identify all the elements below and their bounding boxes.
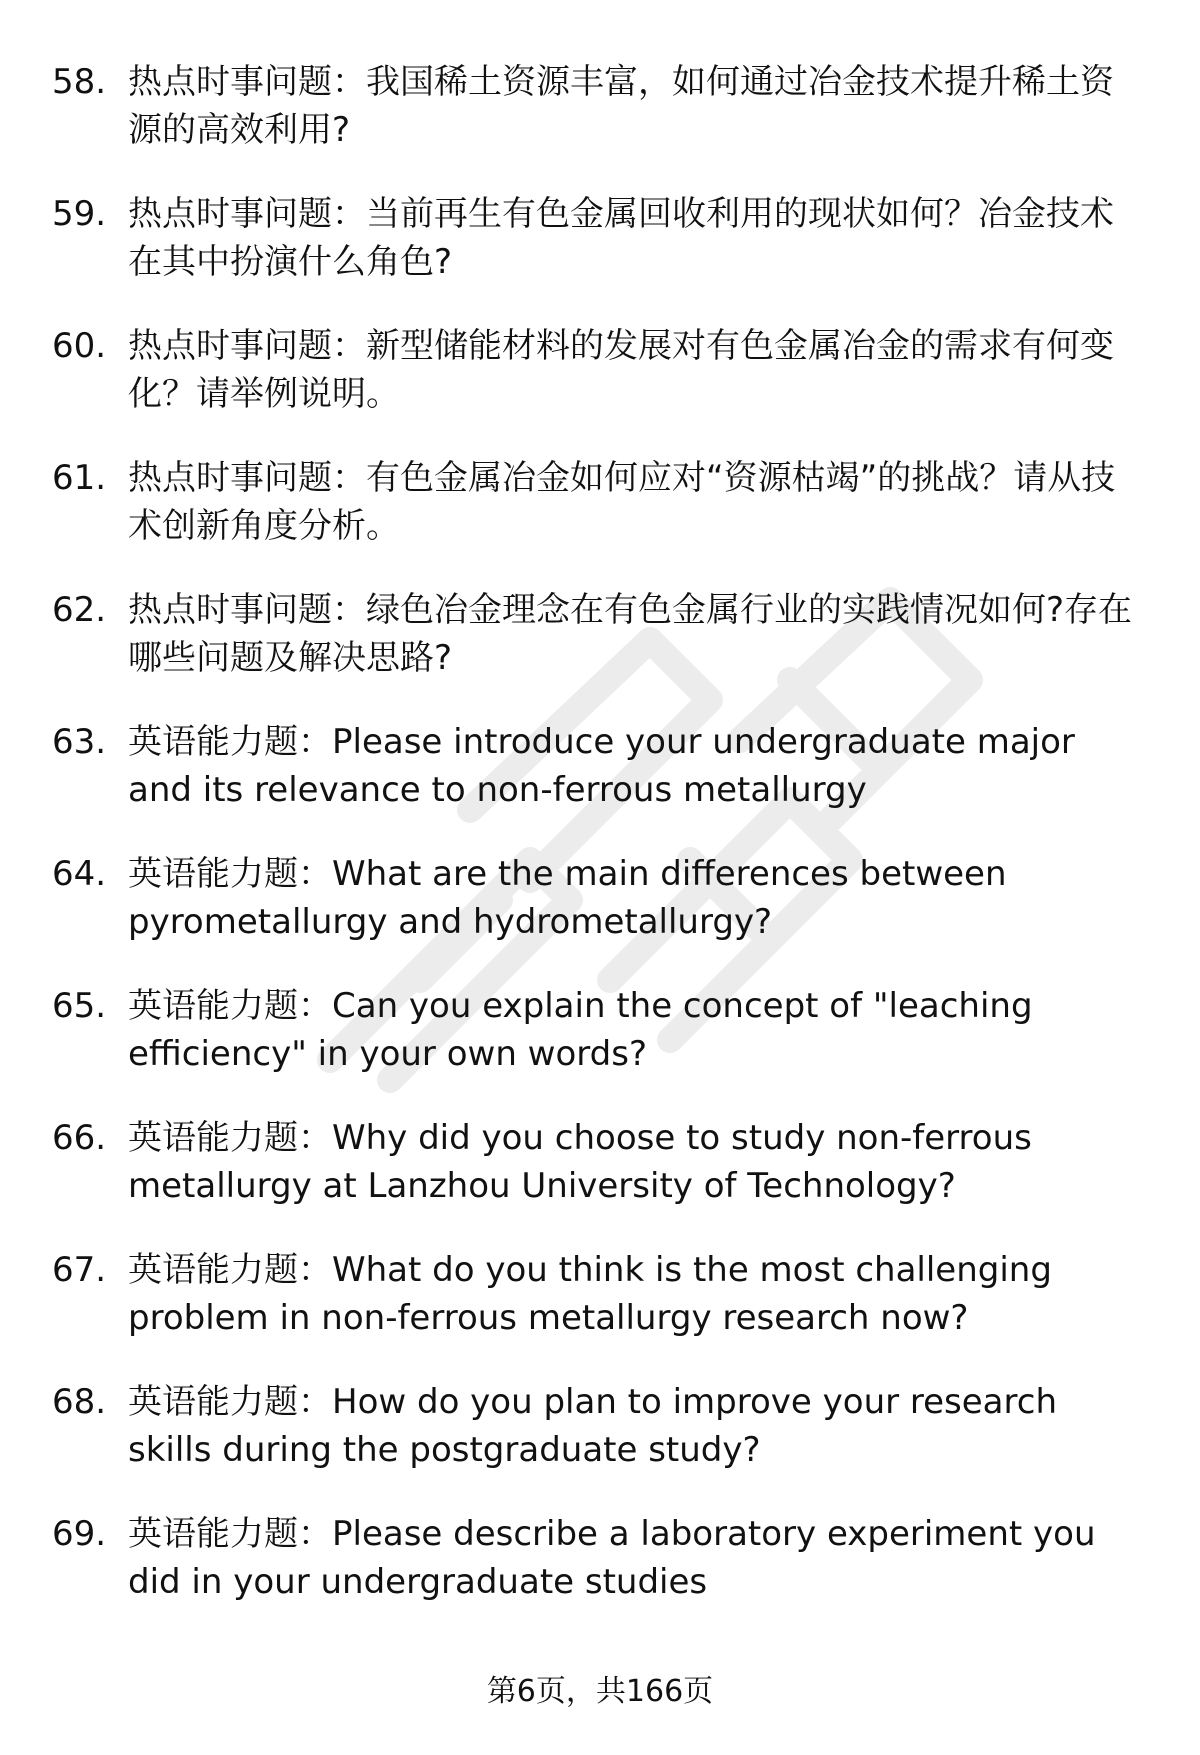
question-text: 热点时事问题：新型储能材料的发展对有色金属冶金的需求有何变化？请举例说明。 bbox=[128, 326, 1114, 414]
question-text: 英语能力题：What are the main differences between pyrometallurgy and hydrometallurgy? bbox=[128, 854, 1007, 942]
question-number: 65. bbox=[52, 986, 107, 1026]
question-item bbox=[52, 322, 1152, 454]
question-item bbox=[52, 586, 1152, 718]
question-text: 热点时事问题：我国稀土资源丰富，如何通过冶金技术提升稀土资源的高效利用? bbox=[128, 62, 1114, 150]
question-text: 英语能力题：Can you explain the concept of "leaching efficiency" in your own words? bbox=[128, 986, 1033, 1074]
question-number: 61. bbox=[52, 458, 107, 498]
question-number: 63. bbox=[52, 722, 107, 762]
question-number: 66. bbox=[52, 1118, 107, 1158]
question-text: 英语能力题：What do you think is the most challenging problem in non-ferrous metallurgy research now? bbox=[128, 1250, 1052, 1338]
question-number: 58. bbox=[52, 62, 107, 102]
question-item bbox=[52, 1510, 1152, 1642]
question-item bbox=[52, 1378, 1152, 1510]
question-number: 69. bbox=[52, 1514, 107, 1554]
question-item bbox=[52, 58, 1152, 190]
question-text: 英语能力题：How do you plan to improve your research skills during the postgraduate study? bbox=[128, 1382, 1057, 1470]
question-number: 62. bbox=[52, 590, 107, 630]
question-item bbox=[52, 718, 1152, 850]
question-item bbox=[52, 850, 1152, 982]
question-item bbox=[52, 454, 1152, 586]
question-text: 英语能力题：Why did you choose to study non-ferrous metallurgy at Lanzhou University of Technology? bbox=[128, 1118, 1032, 1206]
question-text: 热点时事问题：绿色冶金理念在有色金属行业的实践情况如何?存在哪些问题及解决思路? bbox=[128, 590, 1133, 678]
question-text: 热点时事问题：当前再生有色金属回收利用的现状如何？冶金技术在其中扮演什么角色? bbox=[128, 194, 1114, 282]
question-number: 60. bbox=[52, 326, 107, 366]
question-text: 热点时事问题：有色金属冶金如何应对“资源枯竭”的挑战？请从技术创新角度分析。 bbox=[128, 458, 1116, 546]
question-item bbox=[52, 982, 1152, 1114]
question-item bbox=[52, 190, 1152, 322]
question-number: 59. bbox=[52, 194, 107, 234]
question-text: 英语能力题：Please describe a laboratory experiment you did in your undergraduate studies bbox=[128, 1514, 1096, 1602]
page-number-footer: 第6页，共166页 bbox=[486, 1674, 714, 1709]
question-number: 67. bbox=[52, 1250, 107, 1290]
question-number: 68. bbox=[52, 1382, 107, 1422]
question-number: 64. bbox=[52, 854, 107, 894]
question-text: 英语能力题：Please introduce your undergraduate major and its relevance to non-ferrous metallurgy bbox=[128, 722, 1075, 810]
question-item bbox=[52, 1246, 1152, 1378]
question-item bbox=[52, 1114, 1152, 1246]
question-list bbox=[52, 58, 1152, 1642]
